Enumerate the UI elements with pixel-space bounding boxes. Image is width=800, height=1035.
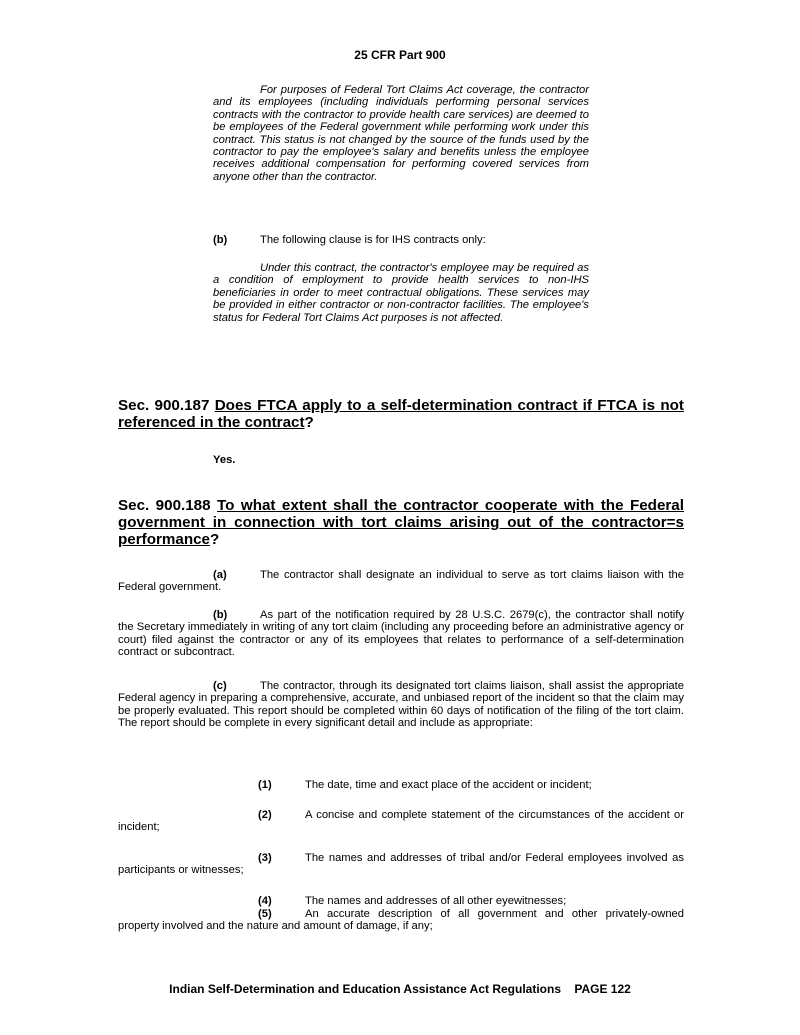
paragraph-c xyxy=(118,680,684,730)
item-text: An accurate description of all government and other privately-owned property involved and the nature and amount of damage, if any; xyxy=(118,908,684,933)
section-title-end: ? xyxy=(210,531,220,548)
paragraph-b xyxy=(118,609,684,659)
item-text: The names and addresses of all other eyewitnesses; xyxy=(305,895,567,907)
item-text: The names and addresses of tribal and/or Federal employees involved as participants or witnesses; xyxy=(118,852,684,877)
item-label: (2) xyxy=(258,809,272,821)
paragraph-a xyxy=(118,569,684,594)
section-title: Does FTCA apply to a self-determination contract if FTCA is not referenced in the contract xyxy=(118,397,684,431)
page-footer: Indian Self-Determination and Education Assistance Act Regulations PAGE 122 xyxy=(169,982,631,996)
section-900-187-answer: Yes. xyxy=(213,454,236,466)
section-900-187-heading xyxy=(118,397,684,431)
item-1 xyxy=(118,779,684,791)
italic-clause-ftca: For purposes of Federal Tort Claims Act coverage, the contractor and its employees (including individuals performing personal services contracts with the contractor to provide health care services) are deemed to be employees of the Federal government while performing work under this contract. This status is not changed by the source of the funds used by the contractor to pay the employee's salary and benefits unless the employee receives additional compensation for performing covered services from anyone other than the contractor. xyxy=(213,84,589,183)
paragraph-text: The contractor shall designate an individual to serve as tort claims liaison with the Federal government. xyxy=(118,569,684,594)
paragraph-label: (c) xyxy=(213,680,227,692)
section-900-188-heading xyxy=(118,497,684,548)
clause-b-label: (b) xyxy=(213,234,228,246)
paragraph-text: The contractor, through its designated tort claims liaison, shall assist the appropriate Federal agency in preparing a comprehensive, accurate, and unbiased report of the incident so that the claim may be properly evaluated. This report should be completed within 60 days of notification of the filing of the tort claim. The report should be complete in every significant detail and include as appropriate: xyxy=(118,680,684,730)
item-text: The date, time and exact place of the accident or incident; xyxy=(305,779,592,791)
item-text: A concise and complete statement of the circumstances of the accident or incident; xyxy=(118,809,684,834)
section-number: Sec. 900.187 xyxy=(118,397,210,414)
item-2 xyxy=(118,809,684,834)
item-label: (3) xyxy=(258,852,272,864)
item-3 xyxy=(118,852,684,877)
clause-b xyxy=(213,234,486,246)
section-number: Sec. 900.188 xyxy=(118,497,211,514)
page-header: 25 CFR Part 900 xyxy=(354,48,446,62)
item-label: (5) xyxy=(258,908,272,920)
item-5 xyxy=(118,908,684,933)
italic-clause-ihs: Under this contract, the contractor's employee may be required as a condition of employment to provide health services to non-IHS beneficiaries in order to meet contractual obligations. These services may be provided in either contractor or non-contractor facilities. The employee's status for Federal Tort Claims Act purposes is not affected. xyxy=(213,262,589,324)
paragraph-label: (b) xyxy=(213,609,228,621)
item-label: (1) xyxy=(258,779,272,791)
section-title: To what extent shall the contractor cooperate with the Federal government in connection with tort claims arising out of the contractor=s performance xyxy=(118,497,684,548)
item-4 xyxy=(118,895,684,907)
paragraph-label: (a) xyxy=(213,569,227,581)
section-title-end: ? xyxy=(304,414,314,431)
clause-b-text: The following clause is for IHS contracts only: xyxy=(260,234,486,246)
item-label: (4) xyxy=(258,895,272,907)
paragraph-text: As part of the notification required by 28 U.S.C. 2679(c), the contractor shall notify the Secretary immediately in writing of any tort claim (including any proceeding before an administrative agency or court) filed against the contractor or any of its employees that relates to performance of a self-determination contract or subcontract. xyxy=(118,609,684,659)
